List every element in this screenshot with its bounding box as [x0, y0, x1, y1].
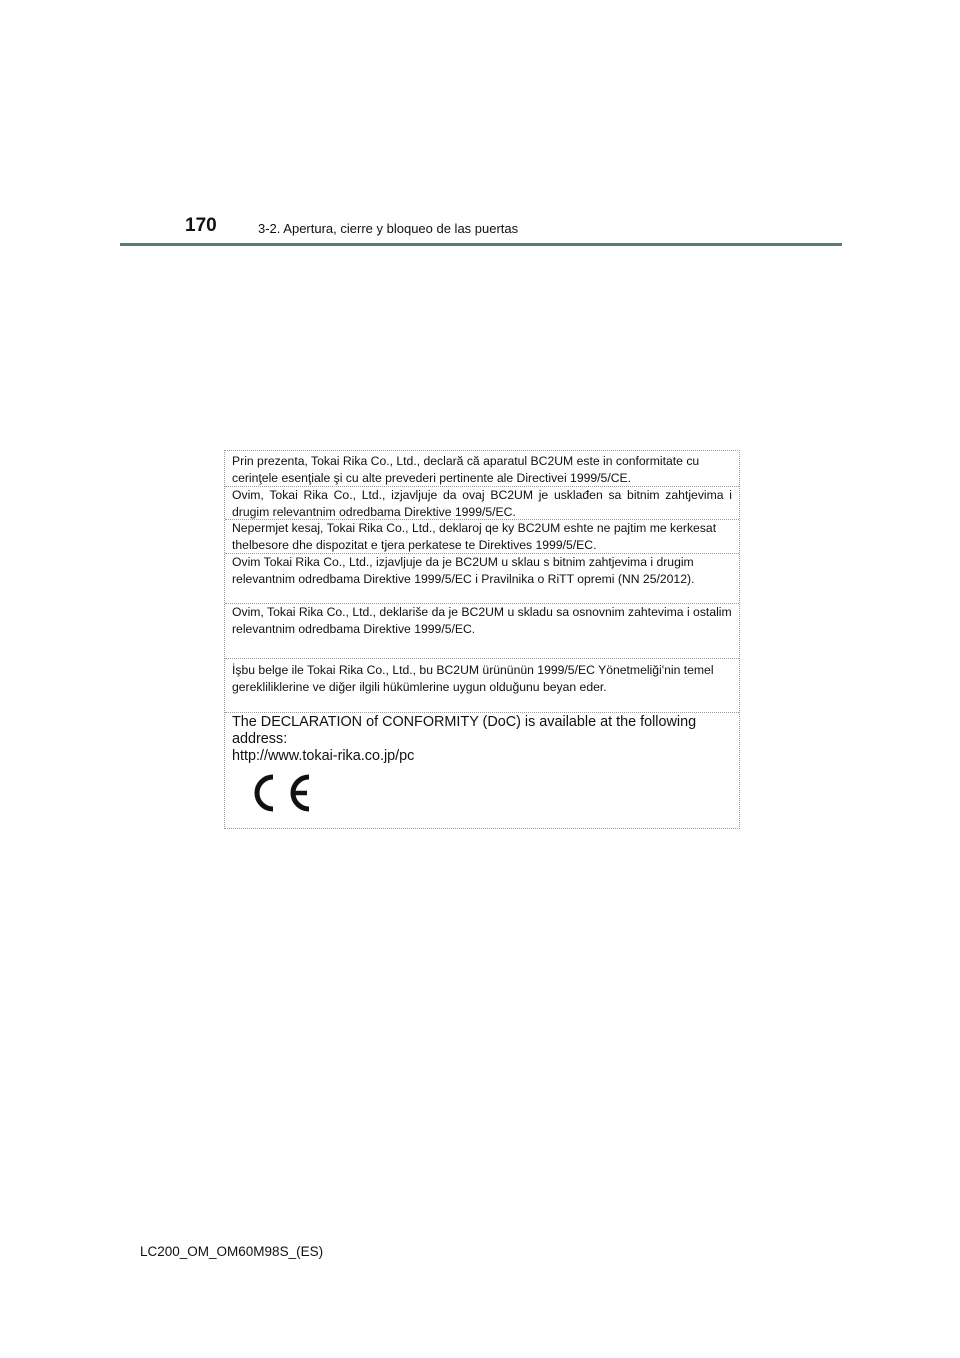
ce-mark-icon: [251, 771, 333, 815]
declaration-box: [224, 450, 740, 829]
page-number: 170: [185, 215, 217, 236]
document-code: LC200_OM_OM60M98S_(ES): [140, 1244, 324, 1259]
doc-availability: [225, 712, 739, 765]
declaration-croatian: Ovim Tokai Rika Co., Ltd., izjavljuje da je BC2UM u sklau s bitnim zahtjevima i drugim relevantnim odredbama Direktive 1999/5/EC i Pravilnika o RiTT opremi (NN 25/2012).: [225, 553, 739, 587]
declaration-serbian: Ovim, Tokai Rika Co., Ltd., deklariše da je BC2UM u skladu sa osnovnim zahtevima i ostalim relevantnim odredbama Direktive 1999/5/EC.: [225, 603, 739, 637]
declaration-albanian: Nepermjet kesaj, Tokai Rika Co., Ltd., deklaroj qe ky BC2UM eshte ne pajtim me kerkesat thelbesore dhe dispozitat e tjera perkatese te Direktives 1999/5/EC.: [225, 519, 739, 553]
doc-availability-text: The DECLARATION of CONFORMITY (DoC) is available at the following address:: [232, 714, 697, 747]
header-rule: [120, 243, 842, 246]
doc-url-link[interactable]: http://www.tokai-rika.co.jp/pc: [232, 748, 415, 764]
section-title: 3-2. Apertura, cierre y bloqueo de las puertas: [258, 221, 519, 236]
declaration-romanian: Prin prezenta, Tokai Rika Co., Ltd., declară că aparatul BC2UM este in conformitate cu cerinţele esenţiale şi cu alte prevederi pertinente ale Directivei 1999/5/CE.: [232, 454, 700, 485]
declaration-turkish: İşbu belge ile Tokai Rika Co., Ltd., bu BC2UM ürününün 1999/5/EC Yönetmeliği'nin temel gerekliliklerine ve diğer ilgili hükümlerine uygun olduğunu beyan eder.: [225, 658, 739, 695]
declaration-bosnian: Ovim, Tokai Rika Co., Ltd., izjavljuje da ovaj BC2UM je usklađen sa bitnim zahtjevima i drugim relevantnim odredbama Direktive 1999/5/EC.: [225, 486, 739, 520]
